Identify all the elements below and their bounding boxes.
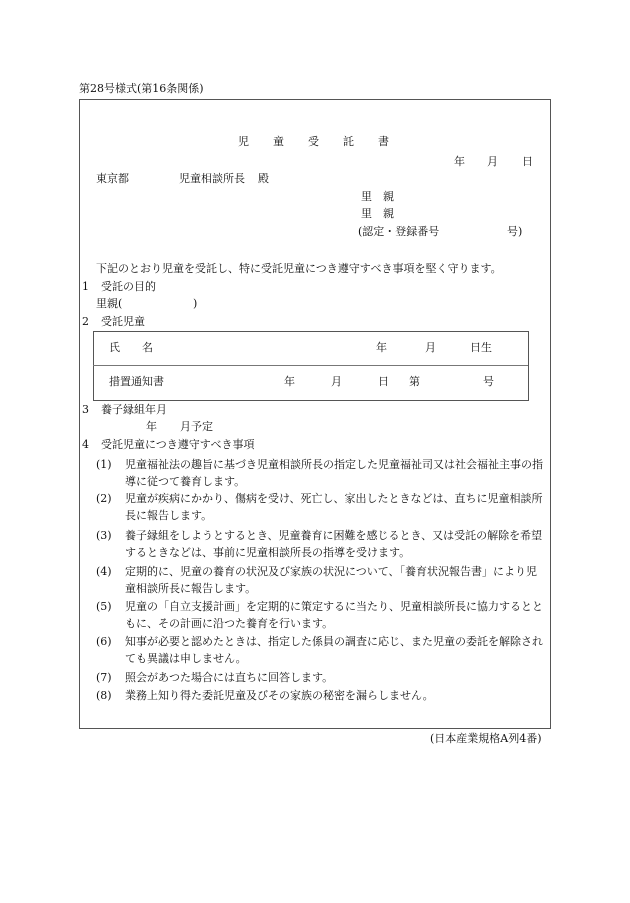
notice-number-prefix[interactable]: 第 xyxy=(409,375,420,388)
adoption-year[interactable]: 年 xyxy=(146,420,157,433)
notice-number-suffix: 号 xyxy=(483,375,494,388)
section-4-number: 4 xyxy=(82,438,89,451)
birth-year[interactable]: 年 xyxy=(376,341,387,354)
date-year[interactable]: 年 xyxy=(454,155,465,168)
section-3-title: 養子縁組年月 xyxy=(101,403,167,416)
rule-number: (2) xyxy=(96,492,112,505)
rule-item xyxy=(96,563,548,597)
section-1-number: 1 xyxy=(82,280,89,293)
rule-item xyxy=(96,687,548,704)
rule-text: 養子縁組をしようとするとき、児童養育に困難を感じるとき、又は受託の解除を希望するときなどは、事前に児童相談所長の指導を受けます。 xyxy=(125,529,543,559)
section-2-number: 2 xyxy=(82,315,89,328)
notice-month[interactable]: 月 xyxy=(331,375,342,388)
section-1-title: 受託の目的 xyxy=(101,280,156,293)
date-day[interactable]: 日 xyxy=(522,155,533,168)
purpose-field-label[interactable]: 里親( xyxy=(96,297,123,310)
rule-item xyxy=(96,633,548,667)
table-divider xyxy=(93,365,528,366)
rule-item xyxy=(96,490,548,524)
rule-number: (7) xyxy=(96,671,112,684)
rule-number: (3) xyxy=(96,529,112,542)
title-char: 託 xyxy=(343,135,354,148)
rule-text: 児童の「自立支援計画」を定期的に策定するに当たり、児童相談所長に協力するとともに、その計画に沿つた養育を行います。 xyxy=(125,600,543,630)
title-char: 受 xyxy=(308,135,319,148)
child-name-label[interactable]: 氏 名 xyxy=(109,341,153,354)
foster-parent-2[interactable]: 里 親 xyxy=(361,207,394,220)
rule-text: 業務上知り得た委託児童及びその家族の秘密を漏らしません。 xyxy=(125,689,434,702)
rule-item xyxy=(96,669,548,686)
foster-parent-1[interactable]: 里 親 xyxy=(361,190,394,203)
birth-day[interactable]: 日生 xyxy=(470,341,492,354)
addressee-office: 児童相談所長 xyxy=(179,172,245,185)
certification-number-suffix: 号) xyxy=(507,225,523,238)
child-info-table xyxy=(93,331,529,401)
rule-text: 児童福祉法の趣旨に基づき児童相談所長の指定した児童福祉司又は社会福祉主事の指導に従つて養育します。 xyxy=(125,458,543,488)
rule-number: (5) xyxy=(96,600,112,613)
purpose-field-close: ) xyxy=(193,297,198,310)
section-2-title: 受託児童 xyxy=(101,315,145,328)
form-number-label: 第28号様式(第16条関係) xyxy=(79,82,204,95)
paper-size-note: (日本産業規格A列4番) xyxy=(430,732,542,745)
title-char: 児 xyxy=(238,135,249,148)
notice-year[interactable]: 年 xyxy=(284,375,295,388)
certification-number-label[interactable]: (認定・登録番号 xyxy=(358,225,440,238)
intro-statement: 下記のとおり児童を受託し、特に受託児童につき遵守すべき事項を堅く守ります。 xyxy=(96,262,502,275)
rule-text: 照会があつた場合には直ちに回答します。 xyxy=(125,671,334,684)
rule-text: 知事が必要と認めたときは、指定した係員の調査に応じ、また児童の委託を解除されても異議は申しません。 xyxy=(125,635,543,665)
rule-text: 定期的に、児童の養育の状況及び家族の状況について、「養育状況報告書」により児童相談所長に報告します。 xyxy=(125,565,538,595)
adoption-month-plan[interactable]: 月予定 xyxy=(180,420,213,433)
date-month[interactable]: 月 xyxy=(487,155,498,168)
rule-number: (4) xyxy=(96,565,112,578)
placement-notice-label: 措置通知書 xyxy=(109,375,164,388)
rule-item xyxy=(96,456,548,490)
rule-item xyxy=(96,598,548,632)
title-char: 書 xyxy=(378,135,389,148)
birth-month[interactable]: 月 xyxy=(425,341,436,354)
rule-number: (6) xyxy=(96,635,112,648)
addressee-prefecture: 東京都 xyxy=(96,172,129,185)
rule-item xyxy=(96,527,548,561)
rule-number: (1) xyxy=(96,458,112,471)
section-3-number: 3 xyxy=(82,403,89,416)
notice-day[interactable]: 日 xyxy=(378,375,389,388)
rule-number: (8) xyxy=(96,689,112,702)
addressee-honorific: 殿 xyxy=(258,172,269,185)
section-4-title: 受託児童につき遵守すべき事項 xyxy=(101,438,255,451)
rule-text: 児童が疾病にかかり、傷病を受け、死亡し、家出したときなどは、直ちに児童相談所長に報告します。 xyxy=(125,492,543,522)
title-char: 童 xyxy=(273,135,284,148)
